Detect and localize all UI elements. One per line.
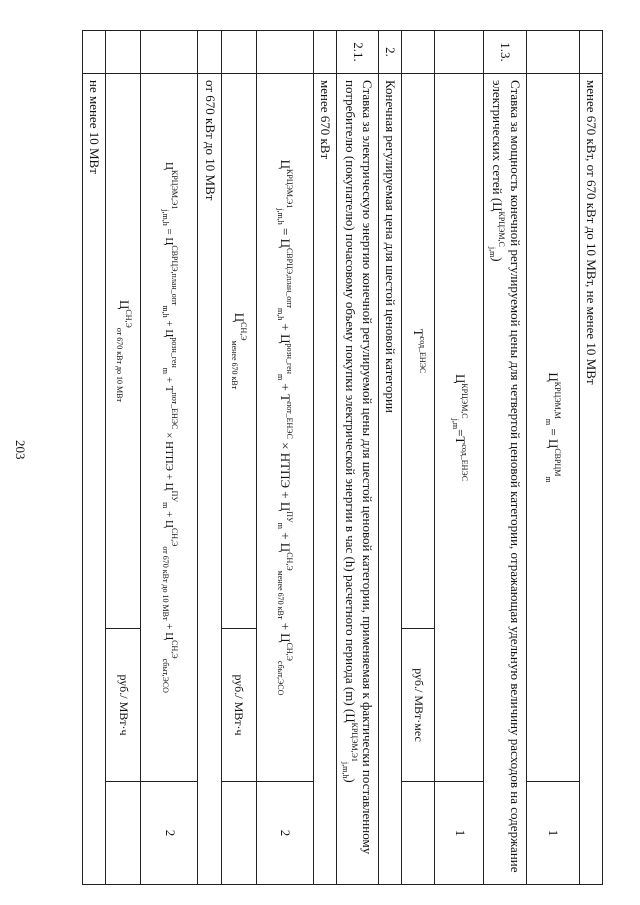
table-row [379,31,402,885]
empty-cell [402,782,435,885]
table-row [435,31,484,885]
section-number: 2. [379,31,402,74]
parameter-label: $Ц^{СН,Э}_{от 670 кВт до 10 МВт}$ [106,74,141,629]
empty-cell [198,31,221,74]
section-number: 2.1. [337,31,379,74]
parameter-label: $Ц^{СН,Э}_{менее 670 кВт}$ [221,74,256,629]
unit-label: руб./ МВт·ч [106,629,141,782]
empty-cell [256,31,313,74]
formula-network-rate: $Ц^{КРЦЭМ,С}_{j,m}=Т^{сод\_ЕНЭС}$ [435,74,484,782]
section-description: Ставка за мощность конечной регулируемой цены для четвертой ценовой категории, отражающая удельную величину расходов на содержание электрических сетей $(Ц^{КРЦЭМ,С}_{j,m})$ [484,74,526,885]
parameter-label: $Т^{сод\_ЕНЭС}$ [402,74,435,629]
table-row [402,31,435,885]
section-description: Конечная регулируемая цена для шестой ценовой категории [379,74,402,885]
table-row [83,31,106,885]
table-row [256,31,313,885]
table-row [526,31,579,885]
coefficient-value: 2 [141,782,198,885]
empty-cell [402,31,435,74]
empty-cell [106,782,141,885]
empty-cell [526,31,579,74]
formula-energy-rate-small: $Ц^{КРЦЭМ,Э1}_{j,m,h} = Ц^{СВРЦЭ,план\_опт}_{m,h} + Ц^{розн\_ген}_m + Т^{пот\_ЕНЭС}$ × НТПЭ + $Ц^{ПУ}_m + Ц^{СН,Э}_{менее 670 кВт} + Ц^{СН,Э}_{сбыт,ЭСО}$ [256,74,313,782]
empty-cell [106,31,141,74]
unit-label: руб./ МВт·ч [221,629,256,782]
empty-cell [221,31,256,74]
tariff-table-sheet [73,30,603,885]
table-row [313,31,336,885]
table-row [337,31,379,885]
table-row [221,31,256,885]
coefficient-value: 1 [526,782,579,885]
page-number: 203 [13,440,28,460]
empty-cell [221,782,256,885]
table-row [141,31,198,885]
table-row [484,31,526,885]
group-label: менее 670 кВт [313,74,336,885]
section-number: 1.3. [484,31,526,74]
formula-capacity-market: $Ц^{КРЦЭМ,М}_m = Ц^{СВРЦМ}_m$ [526,74,579,782]
section-description: Ставка за электрическую энергию конечной регулируемой цены для шестой ценовой категории, применяемая к фактически поставленному потребителю (покупателю) почасовому объему покупки электрической энергии в час (h) расчетного периода (m) $(Ц^{КРЦЭМ,Э1}_{j,m,h})$ [337,74,379,885]
table-row [198,31,221,885]
empty-cell [435,31,484,74]
coefficient-value: 1 [435,782,484,885]
group-label: не менее 10 МВт [83,74,106,885]
unit-label: руб./ МВт·мес [402,629,435,782]
empty-cell [83,31,106,74]
empty-cell [579,31,602,74]
group-label: от 670 кВт до 10 МВт [198,74,221,885]
tariff-table [82,30,603,885]
empty-cell [313,31,336,74]
empty-cell [141,31,198,74]
formula-energy-rate-medium: $Ц^{КРЦЭМ,Э1}_{j,m,h} = Ц^{СВРЦЭ,план\_опт}_{m,h} + Ц^{розн\_ген}_m + Т^{пот\_ЕНЭС}$ × НТПЭ + $Ц^{ПУ}_m + Ц^{СН,Э}_{от 670 кВт до 10 МВт} + Ц^{СН,Э}_{сбыт,ЭСО}$ [141,74,198,782]
header-row-text: менее 670 кВт, от 670 кВт до 10 МВт, не менее 10 МВт [579,74,602,885]
table-row [106,31,141,885]
table-row [579,31,602,885]
coefficient-value: 2 [256,782,313,885]
